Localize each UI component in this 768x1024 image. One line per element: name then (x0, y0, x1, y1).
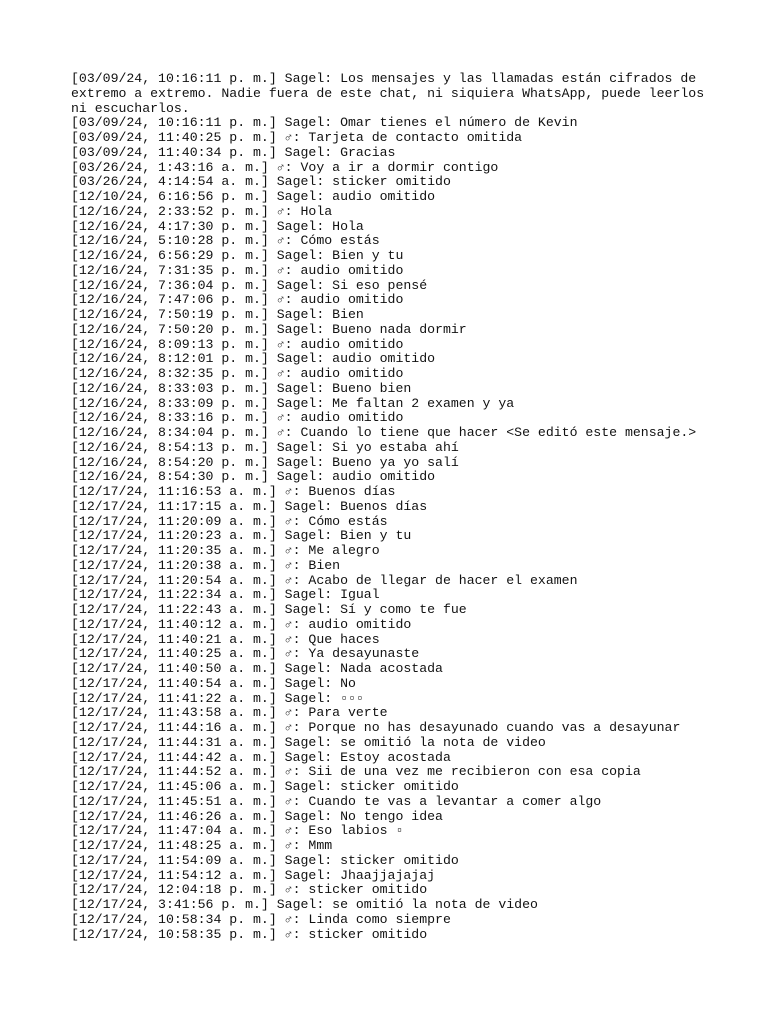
chat-message-line: [03/09/24, 11:40:34 p. m.] Sagel: Gracias (71, 144, 396, 160)
chat-message-line: [12/16/24, 8:54:20 p. m.] Sagel: Bueno ya yo salí (71, 454, 459, 470)
chat-message-line: [03/26/24, 1:43:16 a. m.] ♂: Voy a ir a dormir contigo (71, 159, 499, 175)
chat-message-line: [12/17/24, 11:40:21 a. m.] ♂: Que haces (71, 631, 380, 647)
chat-message-line: [12/17/24, 11:16:53 a. m.] ♂: Buenos días (71, 484, 396, 499)
chat-message-line: [12/16/24, 7:50:20 p. m.] Sagel: Bueno nada dormir (71, 321, 467, 337)
chat-message-line: [12/17/24, 11:20:23 a. m.] Sagel: Bien y tu (71, 528, 412, 544)
chat-message-line: [12/17/24, 11:44:52 a. m.] ♂: Sii de una vez me recibieron con esa copia (71, 764, 641, 780)
chat-message-line: [12/17/24, 11:45:51 a. m.] ♂: Cuando te vas a levantar a comer algo (71, 793, 602, 809)
chat-message-line: [12/16/24, 8:54:30 p. m.] Sagel: audio omitido (71, 469, 436, 485)
chat-message-line: [12/17/24, 11:40:25 a. m.] ♂: Ya desayunaste (71, 646, 420, 662)
chat-message-line: [12/16/24, 2:33:52 p. m.] ♂: Hola (71, 203, 333, 219)
chat-message-line: [12/17/24, 11:40:50 a. m.] Sagel: Nada acostada (71, 661, 443, 676)
chat-message-line: [12/17/24, 11:54:09 a. m.] Sagel: sticker omitido (71, 852, 459, 868)
chat-message-line: [03/09/24, 10:16:11 p. m.] Sagel: Omar tienes el número de Kevin (71, 115, 578, 131)
chat-message-line: [12/16/24, 7:50:19 p. m.] Sagel: Bien (71, 307, 364, 322)
chat-message-line: [12/17/24, 11:44:31 a. m.] Sagel: se omitió la nota de video (71, 734, 546, 750)
chat-message-line: [03/26/24, 4:14:54 a. m.] Sagel: sticker omitido (71, 174, 451, 190)
chat-message-line: [12/17/24, 11:48:25 a. m.] ♂: Mmm (71, 838, 333, 853)
chat-message-line: [12/16/24, 8:12:01 p. m.] Sagel: audio omitido (71, 351, 436, 367)
chat-message-line: [12/16/24, 8:33:16 p. m.] ♂: audio omitido (71, 410, 404, 426)
chat-message-line: [12/17/24, 11:20:09 a. m.] ♂: Cómo estás (71, 513, 388, 529)
chat-message-line: [12/17/24, 11:54:12 a. m.] Sagel: Jhaajjajajaj (71, 867, 436, 883)
chat-message-line: [12/17/24, 11:44:42 a. m.] Sagel: Estoy acostada (71, 749, 451, 765)
chat-message-line: [12/17/24, 10:58:34 p. m.] ♂: Linda como siempre (71, 911, 451, 927)
chat-message-line: [12/17/24, 11:40:12 a. m.] ♂: audio omitido (71, 616, 412, 632)
chat-message-line: [12/16/24, 8:34:04 p. m.] ♂: Cuando lo tiene que hacer <Se editó este mensaje.> (71, 425, 697, 440)
chat-message-line: [12/10/24, 6:16:56 p. m.] Sagel: audio omitido (71, 189, 436, 204)
chat-message-line: [12/17/24, 11:22:34 a. m.] Sagel: Igual (71, 587, 380, 603)
chat-message-line: [12/16/24, 8:33:09 p. m.] Sagel: Me faltan 2 examen y ya (71, 395, 515, 411)
chat-message-line: [12/16/24, 8:09:13 p. m.] ♂: audio omitido (71, 336, 404, 352)
chat-message-line: [12/16/24, 7:36:04 p. m.] Sagel: Si eso pensé (71, 277, 428, 293)
chat-message-line: [12/16/24, 7:31:35 p. m.] ♂: audio omitido (71, 262, 404, 278)
chat-message-line: [12/17/24, 11:20:54 a. m.] ♂: Acabo de llegar de hacer el examen (71, 572, 578, 588)
chat-message-line: [12/17/24, 10:58:35 p. m.] ♂: sticker omitido (71, 926, 428, 942)
chat-message-line: [12/17/24, 3:41:56 p. m.] Sagel: se omitió la nota de video (71, 897, 538, 912)
chat-message-line: [12/17/24, 11:43:58 a. m.] ♂: Para verte (71, 705, 388, 721)
chat-message-line: [12/17/24, 11:17:15 a. m.] Sagel: Buenos días (71, 498, 428, 514)
chat-message-line: [12/17/24, 12:04:18 p. m.] ♂: sticker omitido (71, 882, 428, 898)
chat-message-line: [12/16/24, 6:56:29 p. m.] Sagel: Bien y tu (71, 248, 404, 263)
chat-message-line: [12/16/24, 8:32:35 p. m.] ♂: audio omitido (71, 366, 404, 381)
chat-message-line: [12/17/24, 11:20:35 a. m.] ♂: Me alegro (71, 543, 380, 558)
chat-message-line: [12/17/24, 11:41:22 a. m.] Sagel: ▫▫▫ (71, 690, 364, 706)
chat-message-line: [12/17/24, 11:20:38 a. m.] ♂: Bien (71, 557, 341, 573)
chat-message-line: [12/17/24, 11:40:54 a. m.] Sagel: No (71, 675, 356, 691)
chat-message-line: [12/17/24, 11:47:04 a. m.] ♂: Eso labios ▫ (71, 823, 404, 839)
chat-message-line: [12/16/24, 4:17:30 p. m.] Sagel: Hola (71, 218, 364, 234)
chat-message-line: [03/09/24, 10:16:11 p. m.] Sagel: Los mensajes y las llamadas están cifrados de extremo a extremo. Nadie fuera de este chat, ni siquiera WhatsApp, puede leerlos ni escucharlos. (71, 71, 713, 116)
chat-message-line: [12/16/24, 5:10:28 p. m.] ♂: Cómo estás (71, 233, 380, 249)
chat-message-line: [12/16/24, 8:54:13 p. m.] Sagel: Si yo estaba ahí (71, 439, 459, 455)
chat-message-line: [03/09/24, 11:40:25 p. m.] ♂: Tarjeta de contacto omitida (71, 130, 523, 145)
chat-message-line: [12/17/24, 11:45:06 a. m.] Sagel: sticker omitido (71, 779, 459, 794)
chat-message-line: [12/16/24, 7:47:06 p. m.] ♂: audio omitido (71, 292, 404, 308)
chat-message-line: [12/16/24, 8:33:03 p. m.] Sagel: Bueno bien (71, 380, 412, 396)
chat-message-line: [12/17/24, 11:46:26 a. m.] Sagel: No tengo idea (71, 808, 443, 824)
chat-message-line: [12/17/24, 11:22:43 a. m.] Sagel: Sí y como te fue (71, 602, 467, 617)
chat-transcript (71, 72, 711, 942)
chat-message-line: [12/17/24, 11:44:16 a. m.] ♂: Porque no has desayunado cuando vas a desayunar (71, 720, 681, 735)
